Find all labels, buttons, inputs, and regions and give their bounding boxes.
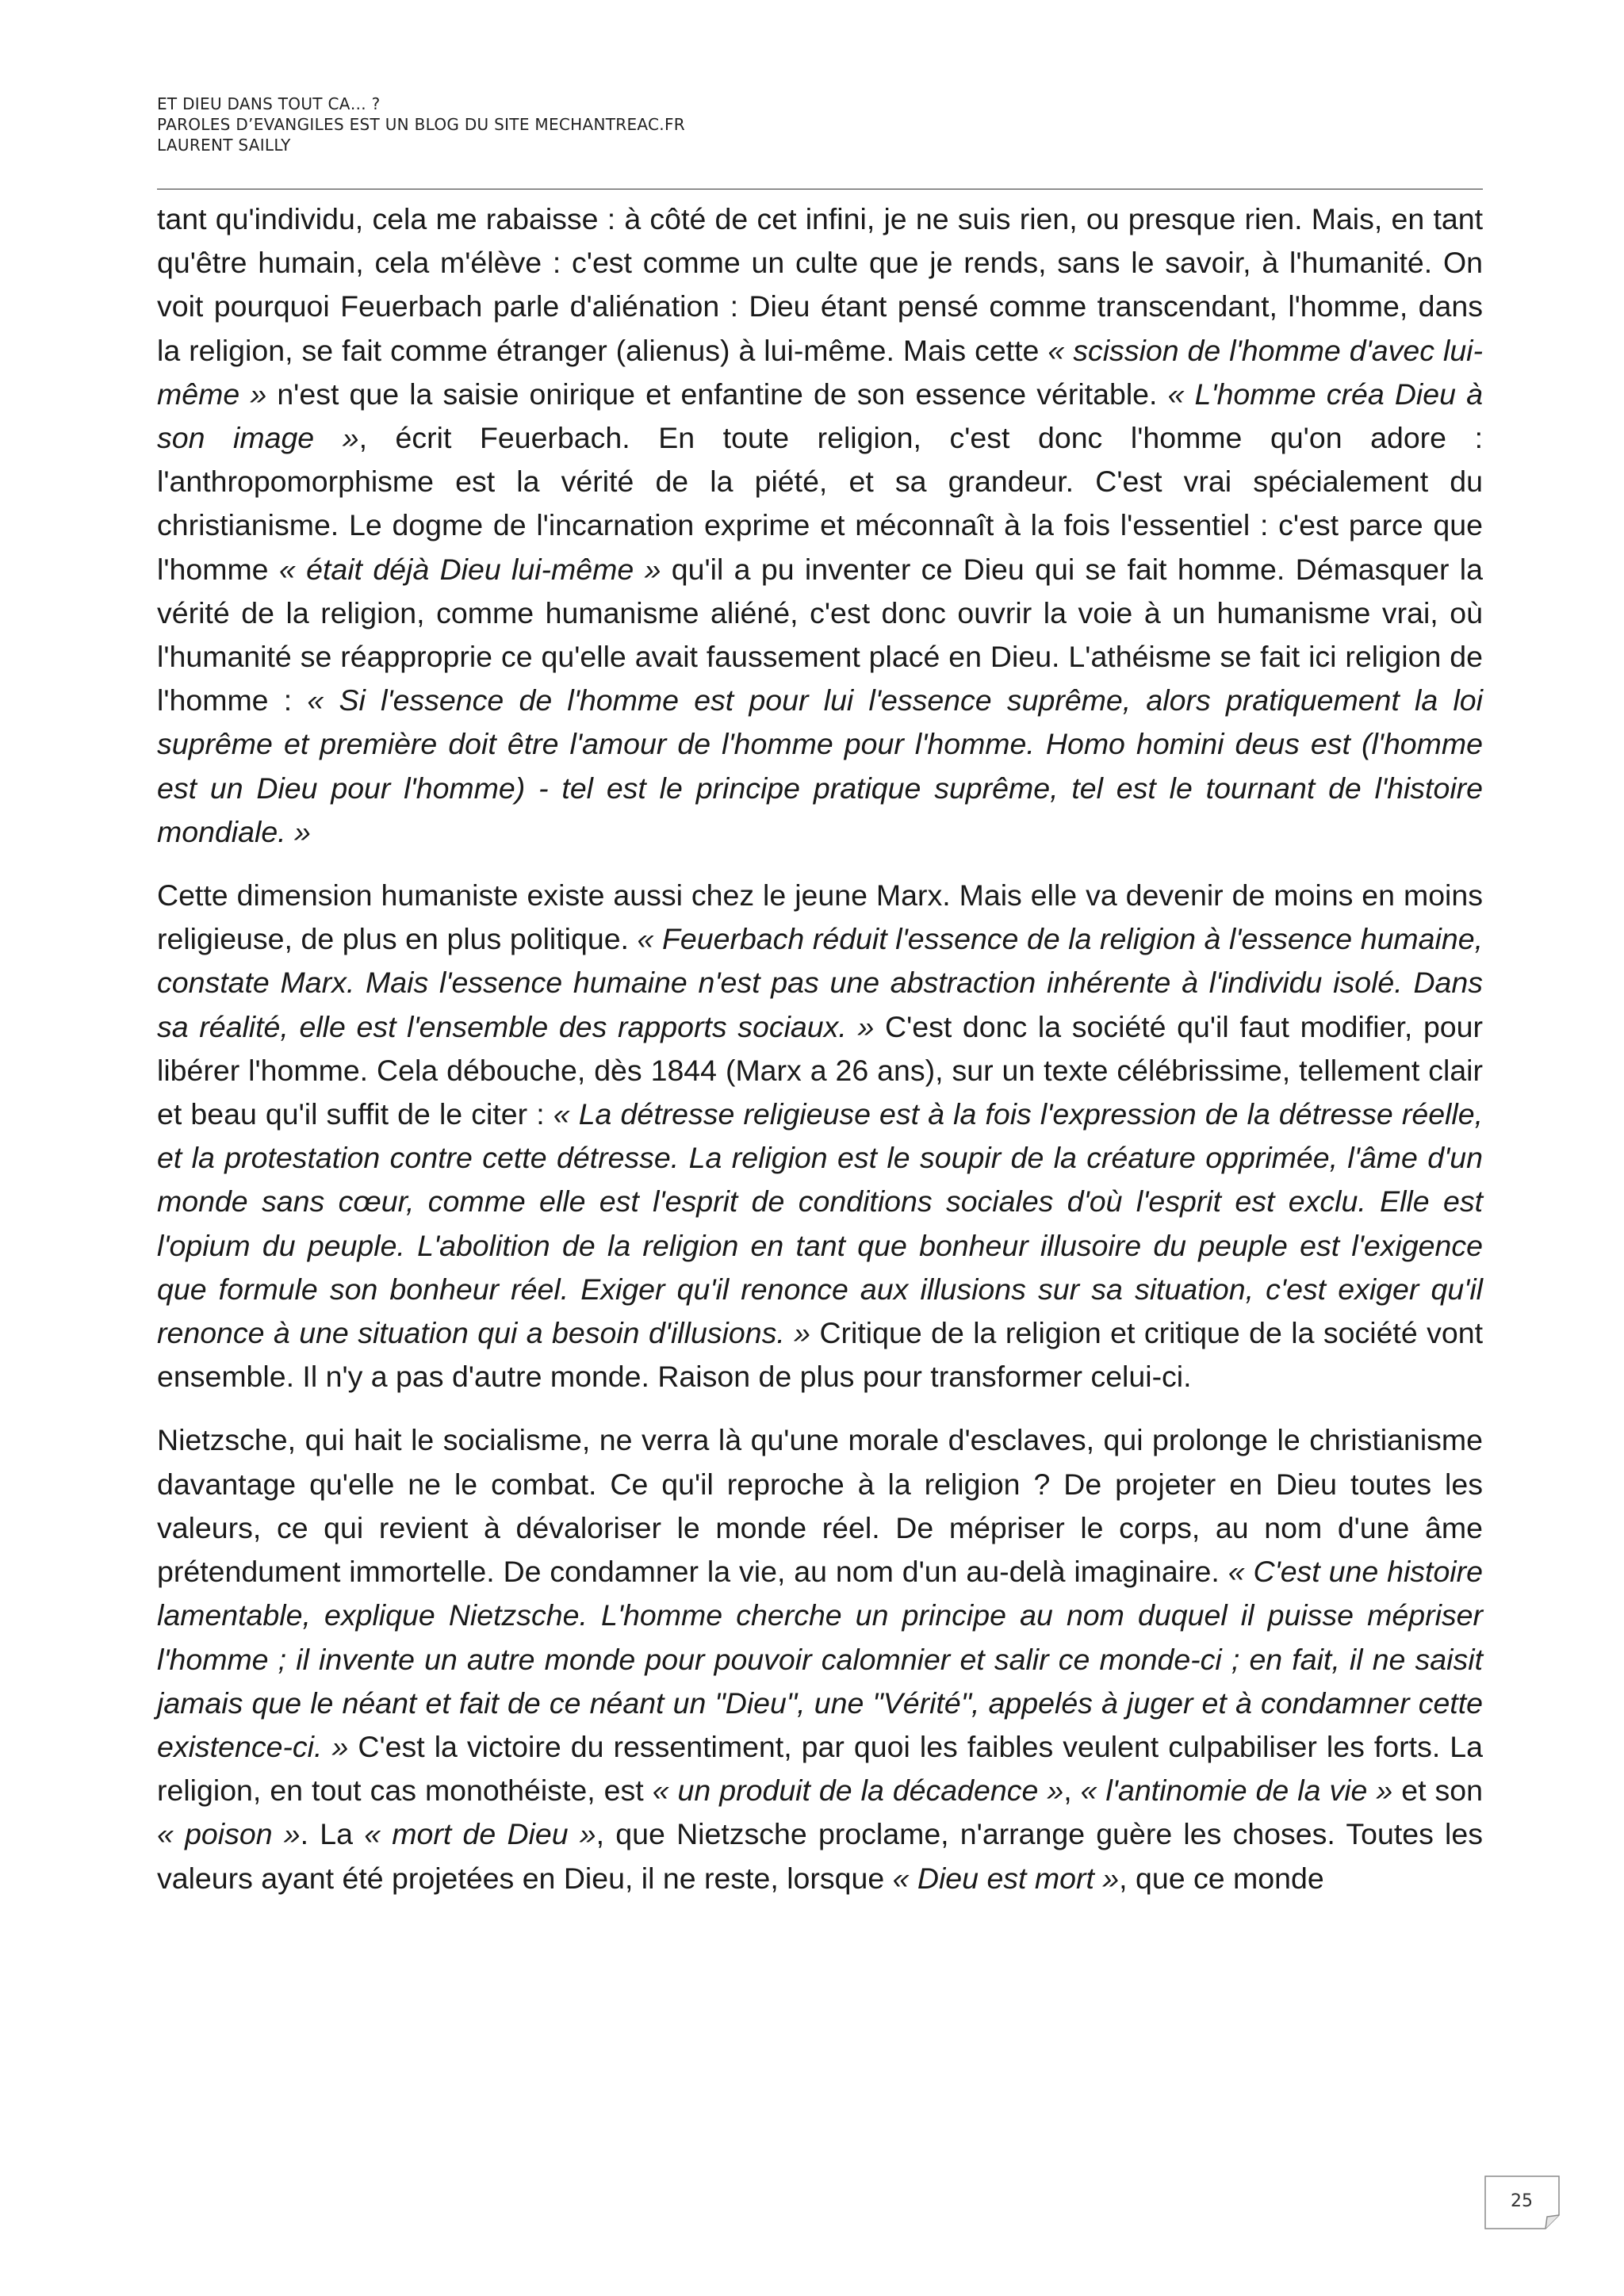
text-run: , écrit Feuerbach. En toute religion, c'est donc l'homme qu'on adore : l'anthropomorphisme est la vérité de la piété, et sa grandeur. C'est vrai spécialement du christianisme. Le dogme de l'incarnation exprime et méconnaît à la fois l'essentiel : c'est parce que l'homme	[157, 421, 1483, 586]
text-run: C'est donc la société qu'il faut modifier, pour libérer l'homme. Cela débouche, dès 1844 (Marx a 26 ans), sur un texte célébrissime, tellement clair et beau qu'il suffit de le citer :	[157, 1009, 1483, 1131]
running-header	[157, 94, 1483, 155]
header-author: LAURENT SAILLY	[157, 136, 291, 155]
paragraph-nietzsche	[157, 1418, 1483, 1900]
page-body	[157, 197, 1483, 1920]
quote: « La détresse religieuse est à la fois l'expression de la détresse réelle, et la protestation contre cette détresse. La religion est le soupir de la créature opprimée, l'âme d'un monde sans cœur, comme elle est l'esprit de conditions sociales d'où l'esprit est exclu. Elle est l'opium du peuple. L'abolition de la religion en tant que bonheur illusoire du peuple est l'exigence que formule son bonheur réel. Exiger qu'il renonce aux illusions sur sa situation, c'est exiger qu'il renonce à une situation qui a besoin d'illusions. »	[157, 1097, 1483, 1350]
text-run: Critique de la religion et critique de la société vont ensemble. Il n'y a pas d'autre monde. Raison de plus pour transformer celui-ci.	[157, 1316, 1484, 1394]
text-run: tant qu'individu, cela me rabaisse : à côté de cet infini, je ne suis rien, ou presque rien. Mais, en tant qu'être humain, cela m'élève : c'est comme un culte que je rends, sans le savoir, à l'humanité. On voit pourquoi Feuerbach parle d'aliénation : Dieu étant pensé comme transcendant, l'homme, dans la religion, se fait comme étranger (alienus) à lui-même. Mais cette	[157, 202, 1483, 367]
header-title: ET DIEU DANS TOUT CA… ?	[157, 94, 381, 113]
text-run: qu'il a pu inventer ce Dieu qui se fait homme. Démasquer la vérité de la religion, comme humanisme aliéné, c'est donc ouvrir la voie à un humanisme vrai, où l'humanité se réapproprie ce qu'elle avait faussement placé en Dieu. L'athéisme se fait ici religion de l'homme :	[157, 552, 1483, 718]
page-number-box	[1484, 2175, 1564, 2229]
text-run: , que ce monde	[1119, 1861, 1324, 1895]
text-run: C'est la victoire du ressentiment, par quoi les faibles veulent culpabiliser les forts. La religion, en tout cas monothéiste, est	[157, 1729, 1484, 1808]
header-blog-line: PAROLES D’EVANGILES EST UN BLOG DU SITE MECHANTREAC.FR	[157, 115, 685, 134]
quote: « était déjà Dieu lui-même »	[278, 552, 661, 586]
quote: « Feuerbach réduit l'essence de la religion à l'essence humaine, constate Marx. Mais l'essence humaine n'est pas une abstraction inhérente à l'individu isolé. Dans sa réalité, elle est l'ensemble des rapports sociaux. »	[157, 922, 1483, 1043]
text-run: . La	[300, 1817, 365, 1851]
text-run: ,	[1063, 1774, 1081, 1808]
paragraph-feuerbach	[157, 197, 1483, 854]
paragraph-marx	[157, 874, 1483, 1399]
text-run: et son	[1392, 1774, 1484, 1808]
text-run: Cette dimension humaniste existe aussi chez le jeune Marx. Mais elle va devenir de moins en moins religieuse, de plus en plus politique.	[157, 878, 1483, 956]
text-run: n'est que la saisie onirique et enfantine de son essence véritable.	[266, 377, 1168, 411]
quote: « mort de Dieu »	[364, 1817, 596, 1851]
quote: « l'antinomie de la vie »	[1080, 1774, 1393, 1808]
quote: « L'homme créa Dieu à son image »	[157, 377, 1483, 455]
quote: « un produit de la décadence »	[652, 1774, 1064, 1808]
quote: « Si l'essence de l'homme est pour lui l'essence suprême, alors pratiquement la loi suprême et première doit être l'amour de l'homme pour l'homme. Homo homini deus est (l'homme est un Dieu pour l'homme) - tel est le principe pratique suprême, tel est le tournant de l'histoire mondiale. »	[157, 683, 1483, 848]
quote: « scission de l'homme d'avec lui-même »	[157, 333, 1483, 411]
text-run: Nietzsche, qui hait le socialisme, ne verra là qu'une morale d'esclaves, qui prolonge le christianisme davantage qu'elle ne le combat. Ce qu'il reproche à la religion ? De projeter en Dieu toutes les valeurs, ce qui revient à dévaloriser le monde réel. De mépriser le corps, au nom d'une âme prétendument immortelle. De condamner la vie, au nom d'un au-delà imaginaire.	[157, 1423, 1483, 1589]
quote: « Dieu est mort »	[892, 1861, 1120, 1895]
quote: « poison »	[157, 1817, 301, 1851]
quote: « C'est une histoire lamentable, explique Nietzsche. L'homme cherche un principe au nom duquel il puisse mépriser l'homme ; il invente un autre monde pour pouvoir calomnier et salir ce monde-ci ; en fait, il ne saisit jamais que le néant et fait de ce néant un "Dieu", une "Vérité", appelés à juger et à condamner cette existence-ci. »	[157, 1555, 1483, 1763]
page-number: 25	[1511, 2191, 1533, 2211]
text-run: , que Nietzsche proclame, n'arrange guère les choses. Toutes les valeurs ayant été projetées en Dieu, il ne reste, lorsque	[157, 1817, 1483, 1895]
